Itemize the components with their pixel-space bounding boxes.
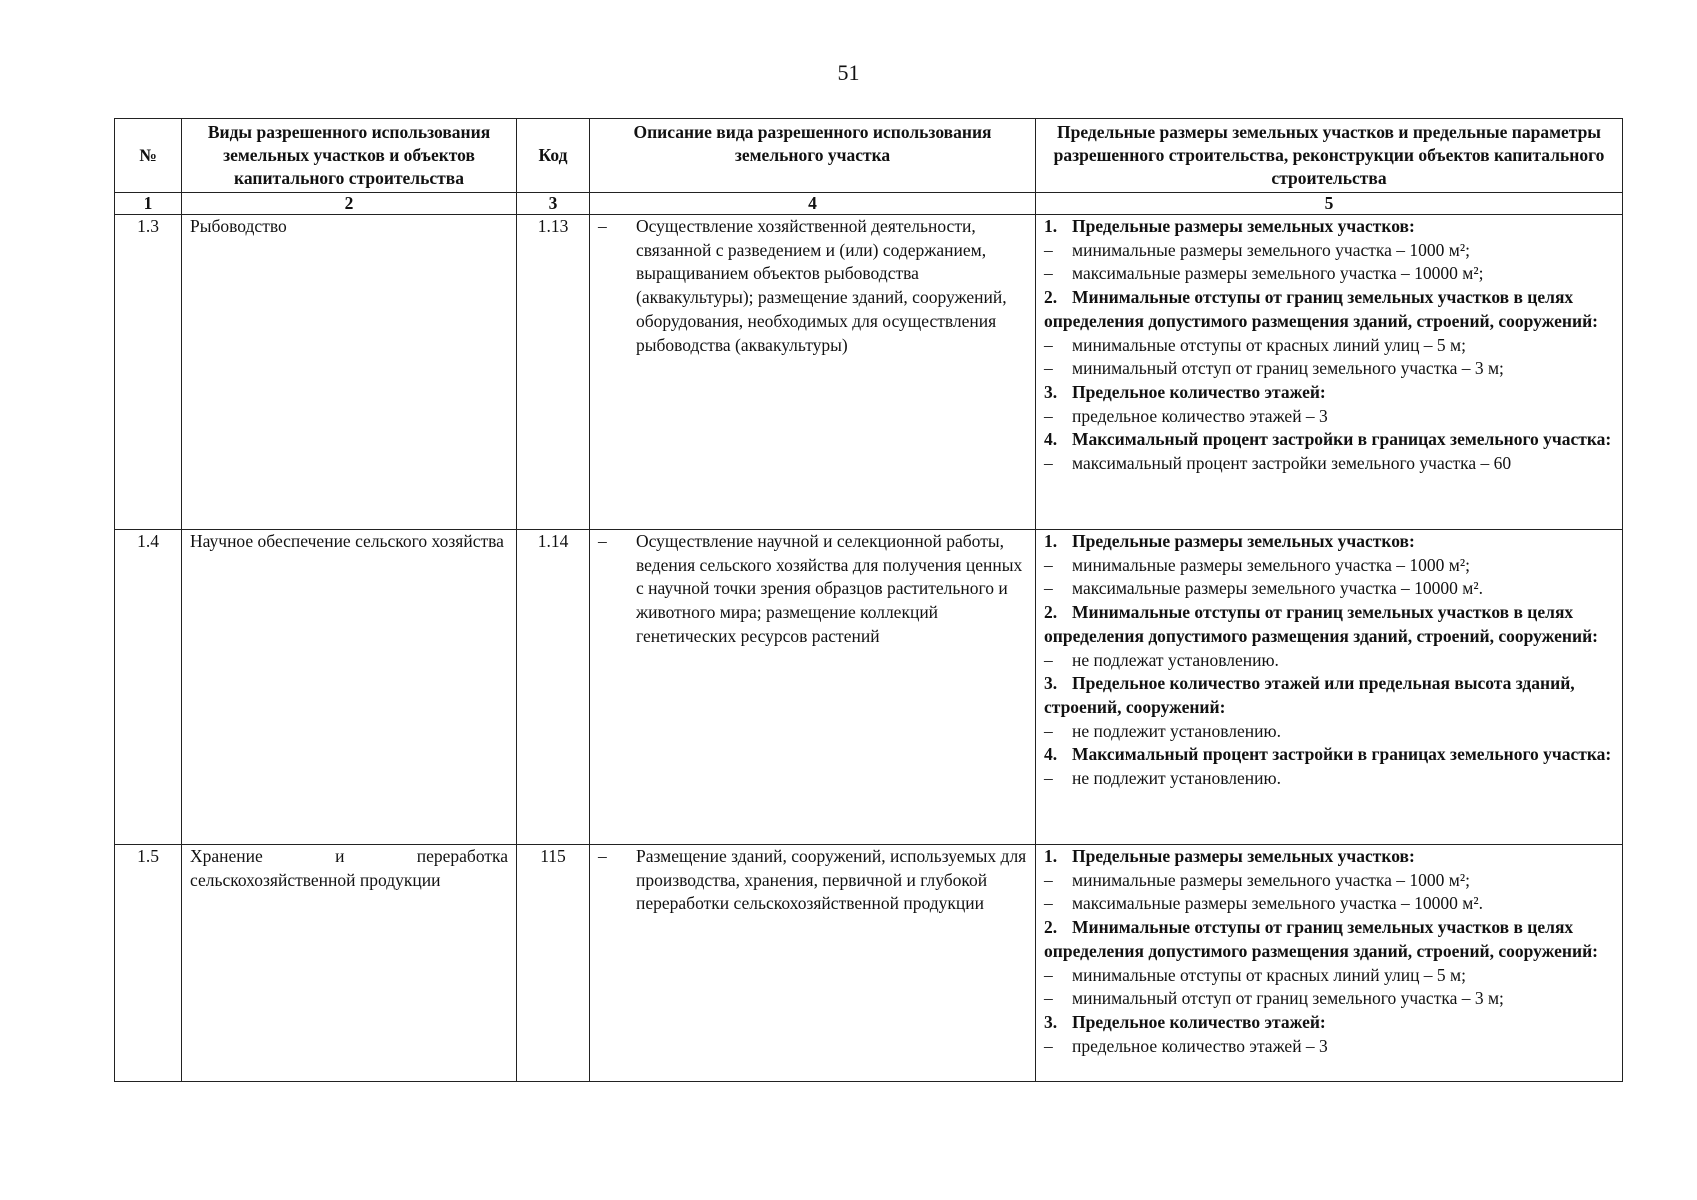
dash-bullet: –	[1044, 869, 1053, 890]
limit-item	[1044, 239, 1614, 263]
column-number: 1	[115, 193, 182, 215]
limit-heading-number: 1.	[1044, 531, 1058, 551]
dash-bullet: –	[1044, 988, 1053, 1009]
column-number-row	[115, 193, 1623, 215]
limit-heading-number: 4.	[1044, 744, 1058, 765]
limit-heading-title: Предельные размеры земельных участков:	[1072, 531, 1415, 551]
limit-item	[1044, 987, 1614, 1011]
table-row	[115, 845, 1623, 1082]
description-text: Осуществление хозяйственной деятельности, связанной с разведением и (или) содержанием, выращиванием объектов рыбоводства (аквакультуры); размещение зданий, сооружений, оборудования, необходимых для осуществления рыбоводства (аквакультуры)	[636, 216, 1007, 355]
limit-item-text: максимальный процент застройки земельного участка – 60	[1072, 453, 1512, 474]
limit-heading-number: 1.	[1044, 846, 1058, 866]
limit-heading	[1044, 845, 1614, 869]
limit-item	[1044, 554, 1614, 578]
limit-item-text: минимальный отступ от границ земельного участка – 3 м;	[1072, 988, 1504, 1009]
row-code: 1.13	[517, 215, 590, 530]
dash-bullet: –	[1044, 720, 1053, 741]
limit-item	[1044, 334, 1614, 358]
dash-bullet: –	[1044, 554, 1053, 575]
limit-item-text: минимальные размеры земельного участка – 1000 м²;	[1072, 554, 1470, 575]
limit-item-text: минимальные размеры земельного участка – 1000 м²;	[1072, 869, 1470, 890]
limit-heading-title: Предельное количество этажей или предельная высота зданий, строений, сооружений:	[1044, 673, 1575, 717]
limit-heading-title: Предельное количество этажей:	[1072, 381, 1326, 402]
row-use-kind: Научное обеспечение сельского хозяйства	[182, 530, 517, 845]
row-use-kind: Рыбоводство	[182, 215, 517, 530]
header-code: Код	[517, 119, 590, 193]
limit-heading	[1044, 428, 1614, 452]
table-row	[115, 530, 1623, 845]
dash-bullet: –	[598, 216, 607, 236]
row-description	[590, 845, 1036, 1082]
limit-item-text: не подлежат установлению.	[1072, 649, 1279, 670]
dash-bullet: –	[1044, 649, 1053, 670]
dash-bullet: –	[1044, 768, 1053, 789]
limit-item-text: предельное количество этажей – 3	[1072, 1035, 1328, 1056]
limit-heading-title: Предельное количество этажей:	[1072, 1011, 1326, 1032]
limit-item	[1044, 577, 1614, 601]
dash-bullet: –	[1044, 358, 1053, 379]
limit-heading-number: 2.	[1044, 602, 1058, 623]
limit-heading-title: Минимальные отступы от границ земельных участков в целях определения допустимого размещения зданий, строений, сооружений:	[1044, 287, 1598, 331]
limit-heading	[1044, 916, 1614, 963]
limit-item-text: максимальные размеры земельного участка – 10000 м².	[1072, 578, 1483, 599]
limit-heading-number: 2.	[1044, 287, 1058, 308]
limit-heading	[1044, 672, 1614, 719]
row-description	[590, 530, 1036, 845]
limit-heading-title: Предельные размеры земельных участков:	[1072, 846, 1415, 866]
header-limits: Предельные размеры земельных участков и предельные параметры разрешенного строительства, реконструкции объектов капитального строительства	[1036, 119, 1623, 193]
column-number: 4	[590, 193, 1036, 215]
header-description: Описание вида разрешенного использования земельного участка	[590, 119, 1036, 193]
limit-item-text: минимальные отступы от красных линий улиц – 5 м;	[1072, 334, 1466, 355]
limit-item-text: не подлежит установлению.	[1072, 768, 1281, 789]
header-row	[115, 119, 1623, 193]
limit-heading-number: 1.	[1044, 216, 1058, 236]
column-number: 2	[182, 193, 517, 215]
limit-heading	[1044, 743, 1614, 767]
row-description	[590, 215, 1036, 530]
column-number: 5	[1036, 193, 1623, 215]
limit-item-text: максимальные размеры земельного участка – 10000 м².	[1072, 893, 1483, 914]
limit-heading-title: Максимальный процент застройки в границах земельного участка:	[1072, 744, 1612, 765]
row-limits	[1036, 845, 1623, 1082]
limit-item	[1044, 262, 1614, 286]
limit-item	[1044, 357, 1614, 381]
row-use-kind: Хранение и переработка сельскохозяйственной продукции	[182, 845, 517, 1082]
limit-item-text: предельное количество этажей – 3	[1072, 405, 1328, 426]
row-number: 1.5	[115, 845, 182, 1082]
limit-item	[1044, 720, 1614, 744]
row-code: 1.14	[517, 530, 590, 845]
limit-heading-number: 4.	[1044, 429, 1058, 450]
limit-item-text: максимальные размеры земельного участка – 10000 м²;	[1072, 263, 1484, 284]
limit-item	[1044, 649, 1614, 673]
limit-item-text: минимальные отступы от красных линий улиц – 5 м;	[1072, 964, 1466, 985]
limit-heading-title: Предельные размеры земельных участков:	[1072, 216, 1415, 236]
limit-item-text: минимальные размеры земельного участка – 1000 м²;	[1072, 239, 1470, 260]
dash-bullet: –	[1044, 263, 1053, 284]
limit-heading	[1044, 530, 1614, 554]
row-number: 1.4	[115, 530, 182, 845]
row-limits	[1036, 215, 1623, 530]
limit-item	[1044, 1035, 1614, 1059]
limit-item	[1044, 405, 1614, 429]
limit-item	[1044, 964, 1614, 988]
limit-heading	[1044, 601, 1614, 648]
dash-bullet: –	[1044, 405, 1053, 426]
limit-item	[1044, 767, 1614, 791]
table-row	[115, 215, 1623, 530]
limit-item-text: не подлежит установлению.	[1072, 720, 1281, 741]
limit-heading	[1044, 381, 1614, 405]
limit-heading-number: 3.	[1044, 381, 1058, 402]
limit-item-text: минимальный отступ от границ земельного участка – 3 м;	[1072, 358, 1504, 379]
limit-heading-title: Максимальный процент застройки в границах земельного участка:	[1072, 429, 1612, 450]
dash-bullet: –	[1044, 334, 1053, 355]
row-number: 1.3	[115, 215, 182, 530]
limit-item	[1044, 869, 1614, 893]
row-limits	[1036, 530, 1623, 845]
dash-bullet: –	[598, 846, 607, 866]
dash-bullet: –	[1044, 893, 1053, 914]
column-number: 3	[517, 193, 590, 215]
dash-bullet: –	[598, 531, 607, 551]
limit-item	[1044, 892, 1614, 916]
header-kind: Виды разрешенного использования земельных участков и объектов капитального строительства	[182, 119, 517, 193]
limit-heading-title: Минимальные отступы от границ земельных участков в целях определения допустимого размещения зданий, строений, сооружений:	[1044, 602, 1598, 646]
dash-bullet: –	[1044, 964, 1053, 985]
limit-heading-number: 2.	[1044, 917, 1058, 938]
dash-bullet: –	[1044, 239, 1053, 260]
row-code: 115	[517, 845, 590, 1082]
limit-heading	[1044, 286, 1614, 333]
dash-bullet: –	[1044, 453, 1053, 474]
page-number: 51	[837, 60, 860, 85]
zoning-table	[114, 118, 1623, 1082]
description-text: Размещение зданий, сооружений, используемых для производства, хранения, первичной и глубокой переработки сельскохозяйственной продукции	[636, 846, 1027, 914]
limit-heading	[1044, 1011, 1614, 1035]
limit-item	[1044, 452, 1614, 476]
dash-bullet: –	[1044, 578, 1053, 599]
limit-heading-title: Минимальные отступы от границ земельных участков в целях определения допустимого размещения зданий, строений, сооружений:	[1044, 917, 1598, 961]
limit-heading-number: 3.	[1044, 1011, 1058, 1032]
header-num: №	[115, 119, 182, 193]
description-text: Осуществление научной и селекционной работы, ведения сельского хозяйства для получения ценных с научной точки зрения образцов растительного и животного мира; размещение коллекций генетических ресурсов растений	[636, 531, 1023, 646]
dash-bullet: –	[1044, 1035, 1053, 1056]
limit-heading-number: 3.	[1044, 673, 1058, 694]
limit-heading	[1044, 215, 1614, 239]
